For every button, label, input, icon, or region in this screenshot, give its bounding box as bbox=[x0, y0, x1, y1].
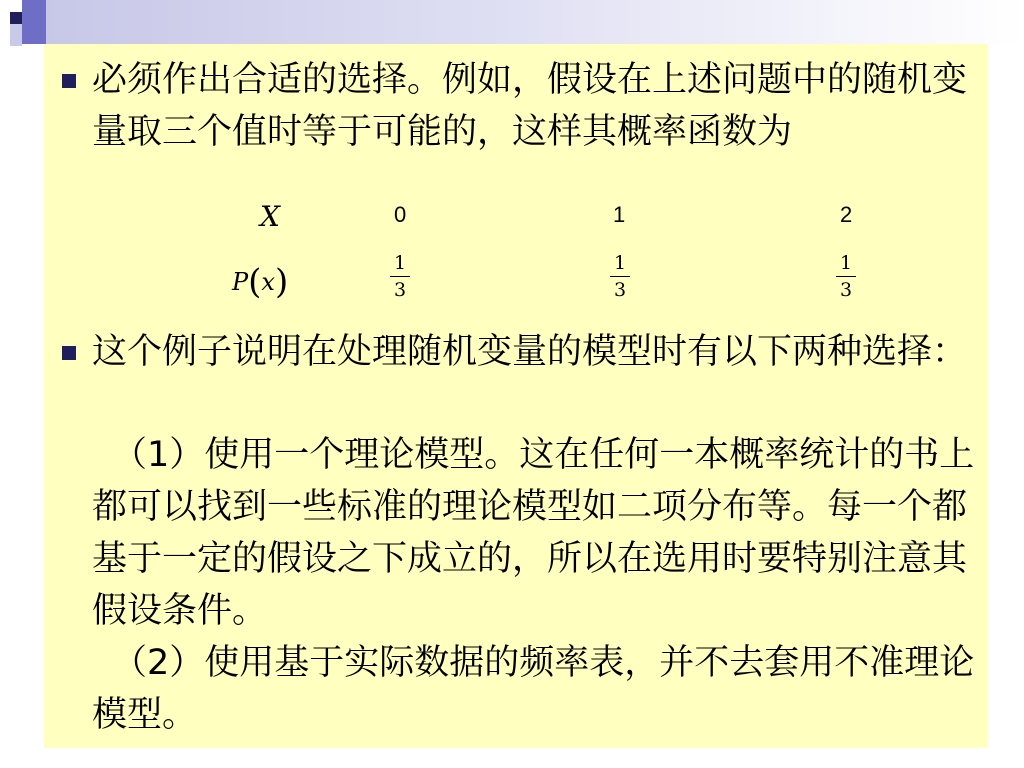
fraction-numerator: 1 bbox=[393, 252, 407, 274]
fraction-numerator: 1 bbox=[839, 252, 853, 274]
fraction-bar bbox=[610, 276, 630, 277]
fraction-denominator: 3 bbox=[393, 279, 407, 301]
fraction-denominator: 3 bbox=[839, 279, 853, 301]
corner-square-lavender-2 bbox=[10, 24, 22, 46]
table-row-label-px: P(x) bbox=[232, 262, 289, 302]
probability-fraction-2 bbox=[836, 252, 856, 301]
fraction-numerator: 1 bbox=[613, 252, 627, 274]
header-gradient-bar bbox=[46, 0, 1024, 44]
fraction-bar bbox=[390, 276, 410, 277]
option-2-text: （2）使用基于实际数据的频率表，并不去套用不准理论模型。 bbox=[92, 643, 975, 735]
probability-table bbox=[44, 44, 988, 314]
corner-square-blue bbox=[22, 0, 46, 22]
bullet-1-text: 必须作出合适的选择。例如，假设在上述问题中的随机变量取三个值时等于可能的，这样其概率函数为 bbox=[92, 60, 968, 152]
probability-fraction-0 bbox=[390, 252, 410, 301]
table-row-label-x: X bbox=[260, 200, 280, 233]
fraction-bar bbox=[836, 276, 856, 277]
p-symbol: P bbox=[232, 268, 249, 296]
probability-fraction-1 bbox=[610, 252, 630, 301]
x-symbol: x bbox=[261, 268, 275, 296]
x-value-0: 0 bbox=[394, 202, 407, 227]
slide-content-panel bbox=[44, 44, 988, 748]
fraction-denominator: 3 bbox=[613, 279, 627, 301]
option-1-text: （1）使用一个理论模型。这在任何一本概率统计的书上都可以找到一些标准的理论模型如二项分布等。每一个都基于一定的假设之下成立的，所以在选用时要特别注意其假设条件。 bbox=[92, 435, 975, 631]
corner-square-navy bbox=[10, 12, 22, 24]
corner-square-blue-2 bbox=[22, 22, 46, 44]
x-value-1: 1 bbox=[613, 202, 626, 227]
x-value-2: 2 bbox=[840, 202, 853, 227]
bullet-2-text: 这个例子说明在处理随机变量的模型时有以下两种选择： bbox=[92, 332, 968, 372]
bullet-square-2 bbox=[62, 346, 76, 360]
